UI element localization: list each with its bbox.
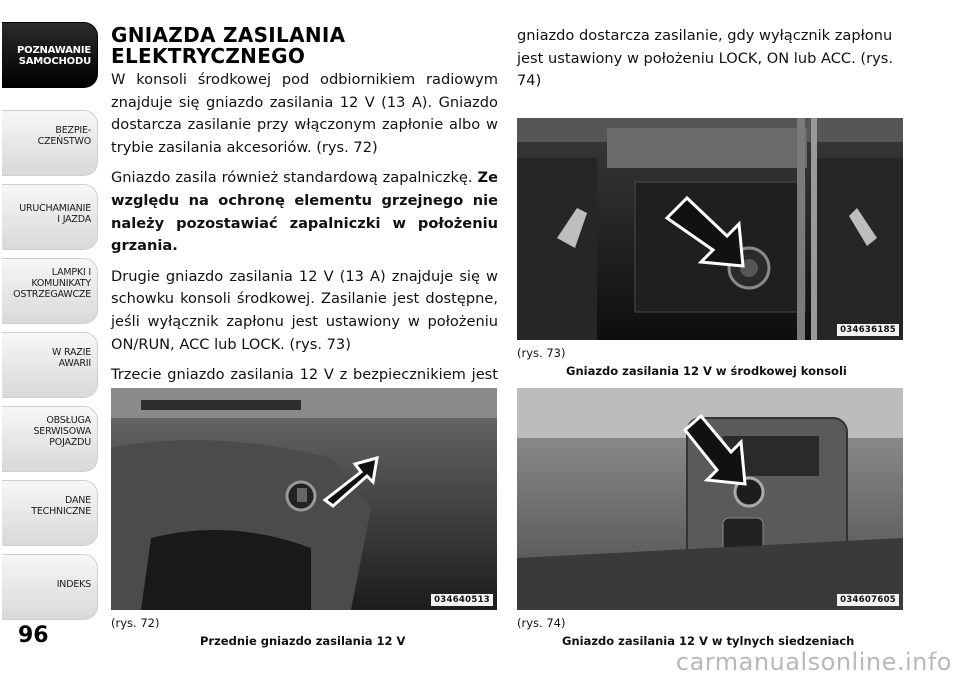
tab-bezpieczenstwo[interactable]: BEZPIE- CZEŃSTWO: [2, 110, 98, 176]
section-heading: GNIAZDA ZASILANIA ELEKTRYCZNEGO: [111, 23, 346, 68]
paragraph-3: Drugie gniazdo zasilania 12 V (13 A) znajduje się w schowku konsoli środkowej. Zasilanie jest dostępne, jeśli wyłącznik zapłonu jest ustawiony w położeniu ON/RUN, ACC lub LOCK. (rys. 73): [111, 267, 498, 353]
paragraph-2: [111, 167, 498, 257]
paragraph-4: Trzecie gniazdo zasilania 12 V z bezpiecznikiem jest: [111, 366, 498, 384]
paragraph-4-continued: gniazdo dostarcza zasilanie, gdy wyłącznik zapłonu jest ustawiony w położeniu LOCK, ON lub ACC. (rys. 74): [517, 27, 893, 90]
figure-ref-72: (rys. 72): [111, 616, 160, 630]
figure-caption-73: Gniazdo zasilania 12 V w środkowej konsoli: [566, 364, 847, 378]
tab-lampki-i-komunikaty[interactable]: LAMPKI I KOMUNIKATY OSTRZEGAWCZE: [2, 258, 98, 324]
tab-dane-techniczne[interactable]: DANE TECHNICZNE: [2, 480, 98, 546]
tab-indeks[interactable]: INDEKS: [2, 554, 98, 620]
section-text: [111, 25, 498, 409]
figure-caption-72: Przednie gniazdo zasilania 12 V: [200, 634, 406, 648]
photo-rear-outlet: [517, 388, 903, 610]
paragraph-2-plain: Gniazdo zasila również standardową zapalniczkę.: [111, 169, 478, 187]
paragraph-1: W konsoli środkowej pod odbiornikiem radiowym znajduje się gniazdo zasilania 12 V (13 A). Gniazdo dostarcza zasilanie przy włączonym zapłonie albo w trybie zasilania akcesoriów. (rys. 72): [111, 71, 498, 156]
figure-caption-74: Gniazdo zasilania 12 V w tylnych siedzeniach: [562, 634, 855, 648]
paragraph-2-warning: Ze względu na ochronę elementu grzejnego nie należy pozostawiać zapalniczki w położeniu grzania.: [111, 169, 498, 255]
tab-obsluga-serwisowa[interactable]: OBSŁUGA SERWISOWA POJAZDU: [2, 406, 98, 472]
page-number: 96: [18, 623, 49, 648]
photo-console-bin-outlet: [517, 118, 903, 340]
figure-ref-74: (rys. 74): [517, 616, 566, 630]
tab-poznawanie-samochodu[interactable]: POZNAWANIE SAMOCHODU: [2, 22, 98, 88]
photo-code: 034640513: [431, 594, 493, 606]
watermark-text: carmanualsonline.info: [675, 648, 952, 676]
tab-w-razie-awarii[interactable]: W RAZIE AWARII: [2, 332, 98, 398]
figure-ref-73: (rys. 73): [517, 346, 566, 360]
photo-front-outlet: [111, 388, 497, 610]
photo-code: 034636185: [837, 324, 899, 336]
tab-uruchamianie-i-jazda[interactable]: URUCHAMIANIE I JAZDA: [2, 184, 98, 250]
photo-code: 034607605: [837, 594, 899, 606]
